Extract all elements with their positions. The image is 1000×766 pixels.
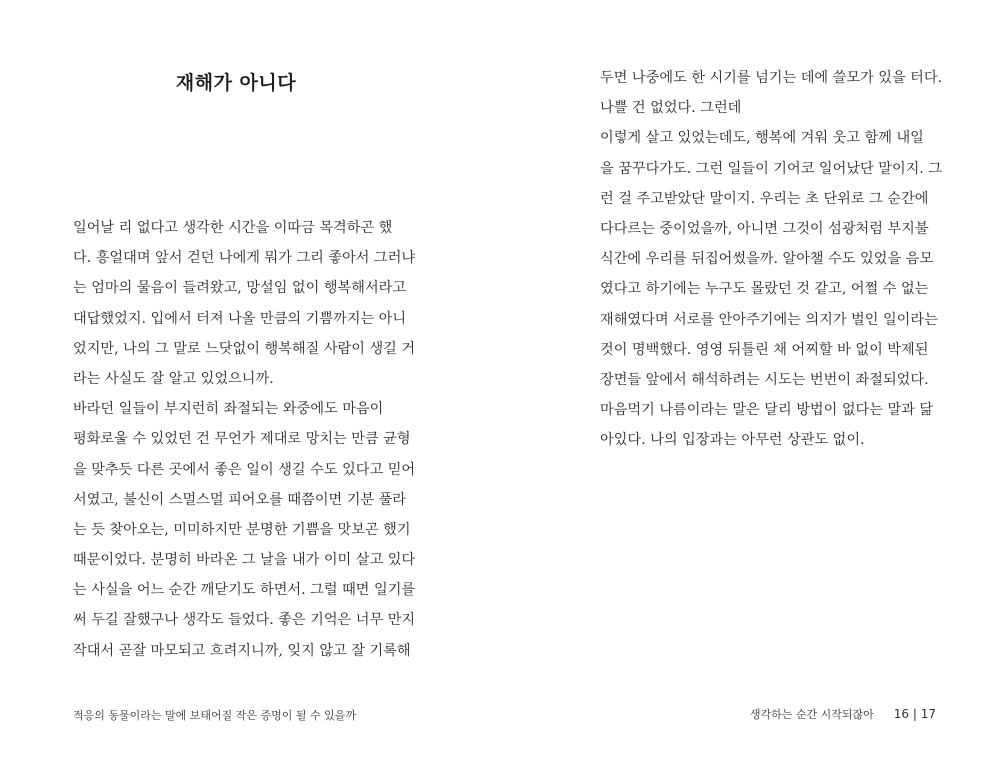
text-line: 었지만, 나의 그 말로 느닷없이 행복해질 사람이 생길 거 bbox=[73, 340, 416, 357]
text-line: 이렇게 살고 있었는데도, 행복에 겨워 웃고 함께 내일 bbox=[600, 130, 924, 147]
text-line: 나쁠 건 없었다. 그런데 bbox=[600, 100, 742, 117]
right-footer bbox=[750, 706, 936, 722]
text-line: 써 두길 잘했구나 생각도 들었다. 좋은 기억은 너무 만지 bbox=[73, 612, 416, 629]
left-body-text bbox=[73, 213, 416, 666]
text-line: 다. 흥얼대며 앞서 걷던 나에게 뭐가 그리 좋아서 그러냐 bbox=[73, 250, 416, 267]
page-numbers: 16 | 17 bbox=[893, 707, 936, 721]
text-line: 아있다. 나의 입장과는 아무런 상관도 없이. bbox=[600, 432, 865, 449]
text-line: 런 걸 주고받았단 말이지. 우리는 초 단위로 그 순간에 bbox=[600, 190, 929, 207]
text-line: 작대서 곧잘 마모되고 흐려지니까, 잊지 않고 잘 기록해 bbox=[73, 642, 411, 659]
text-line: 때문이었다. 분명히 바라온 그 날을 내가 이미 살고 있다 bbox=[73, 552, 416, 569]
text-line: 장면들 앞에서 해석하려는 시도는 번번이 좌절되었다. bbox=[600, 371, 929, 388]
left-running-footer: 적응의 동물이라는 말에 보태어질 작은 증명이 될 수 있을까 bbox=[73, 709, 356, 722]
text-line: 을 꿈꾸다가도. 그런 일들이 기어코 일어났단 말이지. 그 bbox=[600, 160, 943, 177]
text-line: 바라던 일들이 부지런히 좌절되는 와중에도 마음이 bbox=[73, 401, 384, 418]
text-line: 을 맞추듯 다른 곳에서 좋은 일이 생길 수도 있다고 믿어 bbox=[73, 461, 416, 478]
text-line: 는 엄마의 물음이 들려왔고, 망설임 없이 행복해서라고 bbox=[73, 280, 407, 297]
text-line: 라는 사실도 잘 알고 있었으니까. bbox=[73, 370, 274, 387]
text-line: 였다고 하기에는 누구도 몰랐던 것 같고, 어쩔 수 없는 bbox=[600, 281, 929, 298]
text-line: 마음먹기 나름이라는 말은 달리 방법이 없다는 말과 닮 bbox=[600, 402, 934, 419]
text-line: 재해였다며 서로를 안아주기에는 의지가 벌인 일이라는 bbox=[600, 311, 938, 328]
right-running-footer: 생각하는 순간 시작되잖아 bbox=[749, 708, 874, 721]
text-line: 는 듯 찾아오는, 미미하지만 분명한 기쁨을 맛보곤 했기 bbox=[73, 521, 411, 538]
text-line: 서였고, 불신이 스멀스멀 피어오를 때쯤이면 기분 풀라 bbox=[73, 491, 407, 508]
text-line: 두면 나중에도 한 시기를 넘기는 데에 쓸모가 있을 터다. bbox=[600, 70, 943, 86]
text-line: 것이 명백했다. 영영 뒤틀린 채 어찌할 바 없이 박제된 bbox=[600, 341, 929, 358]
text-line: 일어날 리 없다고 생각한 시간을 이따금 목격하곤 했 bbox=[73, 220, 393, 236]
right-body-text bbox=[600, 63, 943, 455]
text-line: 식간에 우리를 뒤집어썼을까. 알아챌 수도 있었을 음모 bbox=[600, 251, 934, 268]
text-line: 는 사실을 어느 순간 깨닫기도 하면서. 그럴 때면 일기를 bbox=[73, 582, 416, 599]
text-line: 다다르는 중이었을까, 아니면 그것이 섬광처럼 부지불 bbox=[600, 220, 929, 237]
text-line: 대답했었지. 입에서 터져 나올 만큼의 기쁨까지는 아니 bbox=[73, 310, 407, 327]
right-page bbox=[500, 0, 1000, 766]
chapter-title: 재해가 아니다 bbox=[175, 72, 297, 94]
text-line: 평화로울 수 있었던 건 무언가 제대로 망치는 만큼 균형 bbox=[73, 431, 411, 448]
